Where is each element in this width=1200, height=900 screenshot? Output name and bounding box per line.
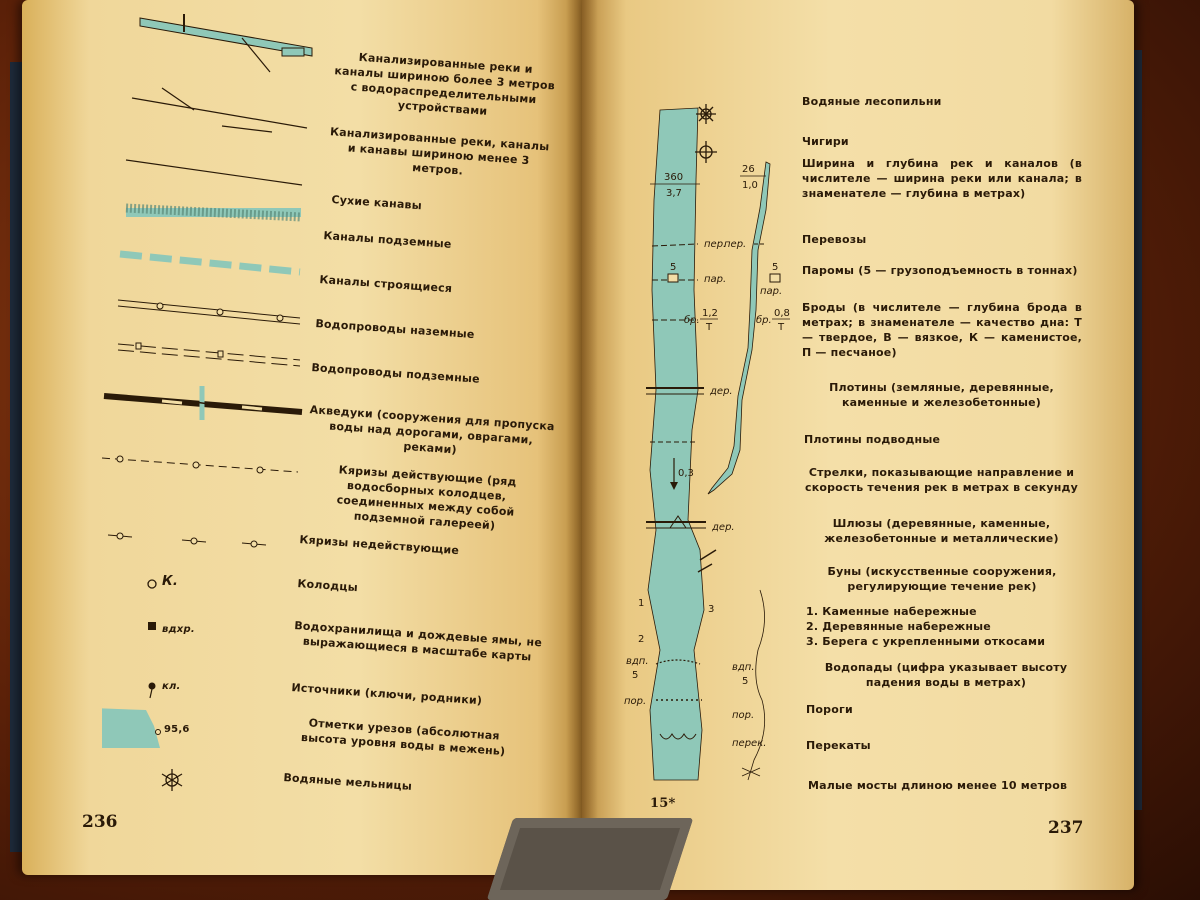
legend-label-underwater-dams: Плотины подводные bbox=[804, 433, 941, 446]
main-river-water bbox=[648, 108, 704, 780]
legend-label-dams: Плотины (земляные, деревянные, каменные и железобетонные) bbox=[829, 381, 1054, 409]
legend-label-chigiri: Чигири bbox=[802, 135, 849, 148]
construction-canal-symbol bbox=[120, 254, 300, 272]
legend-label-groynes: Буны (искусственные сооружения, регулирующие течение рек) bbox=[827, 565, 1057, 593]
ford-main-depth: 1,2 bbox=[702, 308, 718, 319]
pontoon-small-label: пар. bbox=[760, 286, 783, 297]
current-speed-label: 0,3 bbox=[678, 468, 694, 479]
signature-mark: 15* bbox=[650, 796, 676, 811]
legend-label-dry-ditches: Сухие канавы bbox=[331, 192, 423, 213]
width-main-label: 360 bbox=[664, 172, 684, 183]
legend-label-shoals: Перекаты bbox=[806, 739, 871, 752]
ford-small-depth: 0,8 bbox=[774, 308, 790, 319]
legend-label-canalized-narrow: Канализированные реки, каналы и канавы шириною менее 3 метров. bbox=[329, 125, 550, 178]
ford-main-prefix: бр. bbox=[684, 315, 700, 326]
waterfall-small-height: 5 bbox=[742, 676, 749, 687]
embankment-3-label: 3 bbox=[708, 604, 715, 615]
water-mill-symbol bbox=[162, 769, 182, 791]
rapids-main-label: пор. bbox=[624, 696, 647, 707]
legend-label-underground-aqueducts: Водопроводы подземные bbox=[311, 360, 481, 386]
legend-label-pontoons: Паромы (5 — грузоподъемность в тоннах) bbox=[802, 264, 1078, 277]
book-stand bbox=[487, 818, 694, 900]
legend-label-aqueduct-bridges: Акведуки (сооружения для пропуска воды над дорогами, оврагами, реками) bbox=[309, 403, 556, 457]
depth-main-label: 3,7 bbox=[666, 188, 682, 199]
canalized-narrow-symbol bbox=[132, 88, 307, 132]
legend-label-water-marks: Отметки урезов (абсолютная высота уровня воды в межень) bbox=[300, 716, 506, 759]
reservoir-symbol bbox=[148, 622, 156, 630]
legend-label-ferries: Перевозы bbox=[802, 233, 867, 246]
legend-label-wells: Колодцы bbox=[297, 576, 359, 595]
shoal-label: перек. bbox=[732, 738, 767, 749]
kariz-active-symbol bbox=[102, 456, 298, 473]
ferry-main-label: пер. bbox=[704, 239, 727, 250]
page-number-right: 237 bbox=[1048, 818, 1084, 838]
underground-canal-symbol bbox=[126, 208, 301, 217]
legend-label-canalized-wide: Канализированные реки и каналы шириною более 3 метров с водораспределительными устройствами bbox=[333, 50, 556, 118]
embankment-2-label: 2 bbox=[638, 634, 645, 645]
sawmill-icon bbox=[696, 104, 716, 124]
legend-label-reservoirs: Водохранилища и дождевые ямы, не выражающиеся в масштабе карты bbox=[293, 619, 543, 664]
legend-label-embankments: 1. Каменные набережные 2. Деревянные набережные 3. Берега с укрепленными откосами bbox=[806, 605, 1046, 648]
legend-label-underground-canals: Каналы подземные bbox=[323, 228, 452, 251]
aqueduct-bridge-symbol bbox=[104, 386, 302, 420]
dam-label: дер. bbox=[710, 386, 733, 397]
legend-label-surface-aqueducts: Водопроводы наземные bbox=[315, 316, 476, 342]
waterfall-main-label: вдп. bbox=[626, 656, 649, 667]
rapids-small-label: пор. bbox=[732, 710, 755, 721]
left-page bbox=[22, 0, 582, 875]
kariz-inactive-symbol bbox=[108, 533, 266, 547]
ford-main-bottom: Т bbox=[706, 322, 713, 333]
ferry-small-label: пер. bbox=[724, 239, 747, 250]
water-mark-symbol-label: 95,6 bbox=[164, 724, 190, 735]
dry-ditch-symbol bbox=[126, 160, 302, 185]
spring-symbol-label: кл. bbox=[162, 681, 181, 692]
pontoon-capacity-main: 5 bbox=[670, 262, 677, 273]
width-small-label: 26 bbox=[742, 164, 755, 175]
legend-label-kariz-active: Кяризы действующие (ряд водосборных колодцев, соединенных между собой подземной галереей) bbox=[336, 463, 518, 533]
tributary-water bbox=[708, 162, 770, 494]
legend-label-water-sawmills: Водяные лесопильни bbox=[802, 95, 942, 108]
surface-aqueduct-symbol bbox=[118, 300, 300, 324]
ford-small-prefix: бр. bbox=[756, 315, 772, 326]
underground-aqueduct-symbol bbox=[118, 343, 300, 366]
ford-small-bottom: Т bbox=[778, 322, 785, 333]
waterfall-small-label: вдп. bbox=[732, 662, 755, 673]
legend-label-fords: Броды (в числителе — глубина брода в метрах; в знаменателе — качество дна: Т — твердое, В — вязкое, К — каменистое, П — песчаное) bbox=[802, 301, 1082, 359]
legend-label-springs: Источники (ключи, родники) bbox=[291, 680, 483, 708]
well-symbol-label: К. bbox=[162, 574, 178, 589]
lock-label: дер. bbox=[712, 522, 735, 533]
depth-small-label: 1,0 bbox=[742, 180, 758, 191]
legend-label-waterfalls: Водопады (цифра указывает высоту падения воды в метрах) bbox=[824, 661, 1068, 689]
legend-label-small-bridges: Малые мосты длиною менее 10 метров bbox=[808, 779, 1068, 792]
river-map-illustration bbox=[620, 90, 820, 800]
legend-label-canals-under-construction: Каналы строящиеся bbox=[319, 272, 453, 296]
book-spine-shadow bbox=[566, 0, 598, 890]
pontoon-capacity-small: 5 bbox=[772, 262, 779, 273]
waterfall-main-height: 5 bbox=[632, 670, 639, 681]
legend-label-water-mills: Водяные мельницы bbox=[283, 770, 413, 793]
reservoir-symbol-label: вдхр. bbox=[162, 624, 195, 635]
right-page bbox=[582, 0, 1134, 890]
embankment-1-label: 1 bbox=[638, 598, 645, 609]
spring-symbol bbox=[149, 683, 156, 699]
canalized-river-symbol bbox=[140, 14, 312, 72]
legend-label-width-depth: Ширина и глубина рек и каналов (в числителе — ширина реки или канала; в знаменателе — глубина в метрах) bbox=[802, 157, 1082, 200]
chigiri-icon bbox=[695, 141, 717, 163]
page-number-left: 236 bbox=[82, 812, 118, 832]
well-symbol bbox=[148, 580, 156, 588]
legend-label-rapids: Пороги bbox=[806, 703, 853, 716]
legend-label-locks: Шлюзы (деревянные, каменные, железобетонные и металлические) bbox=[824, 517, 1059, 545]
water-mark-symbol bbox=[102, 708, 161, 748]
pontoon-main-label: пар. bbox=[704, 274, 727, 285]
legend-label-current-arrows: Стрелки, показывающие направление и скорость течения рек в метрах в секунду bbox=[804, 466, 1079, 494]
legend-label-kariz-inactive: Кяризы недействующие bbox=[299, 532, 460, 558]
